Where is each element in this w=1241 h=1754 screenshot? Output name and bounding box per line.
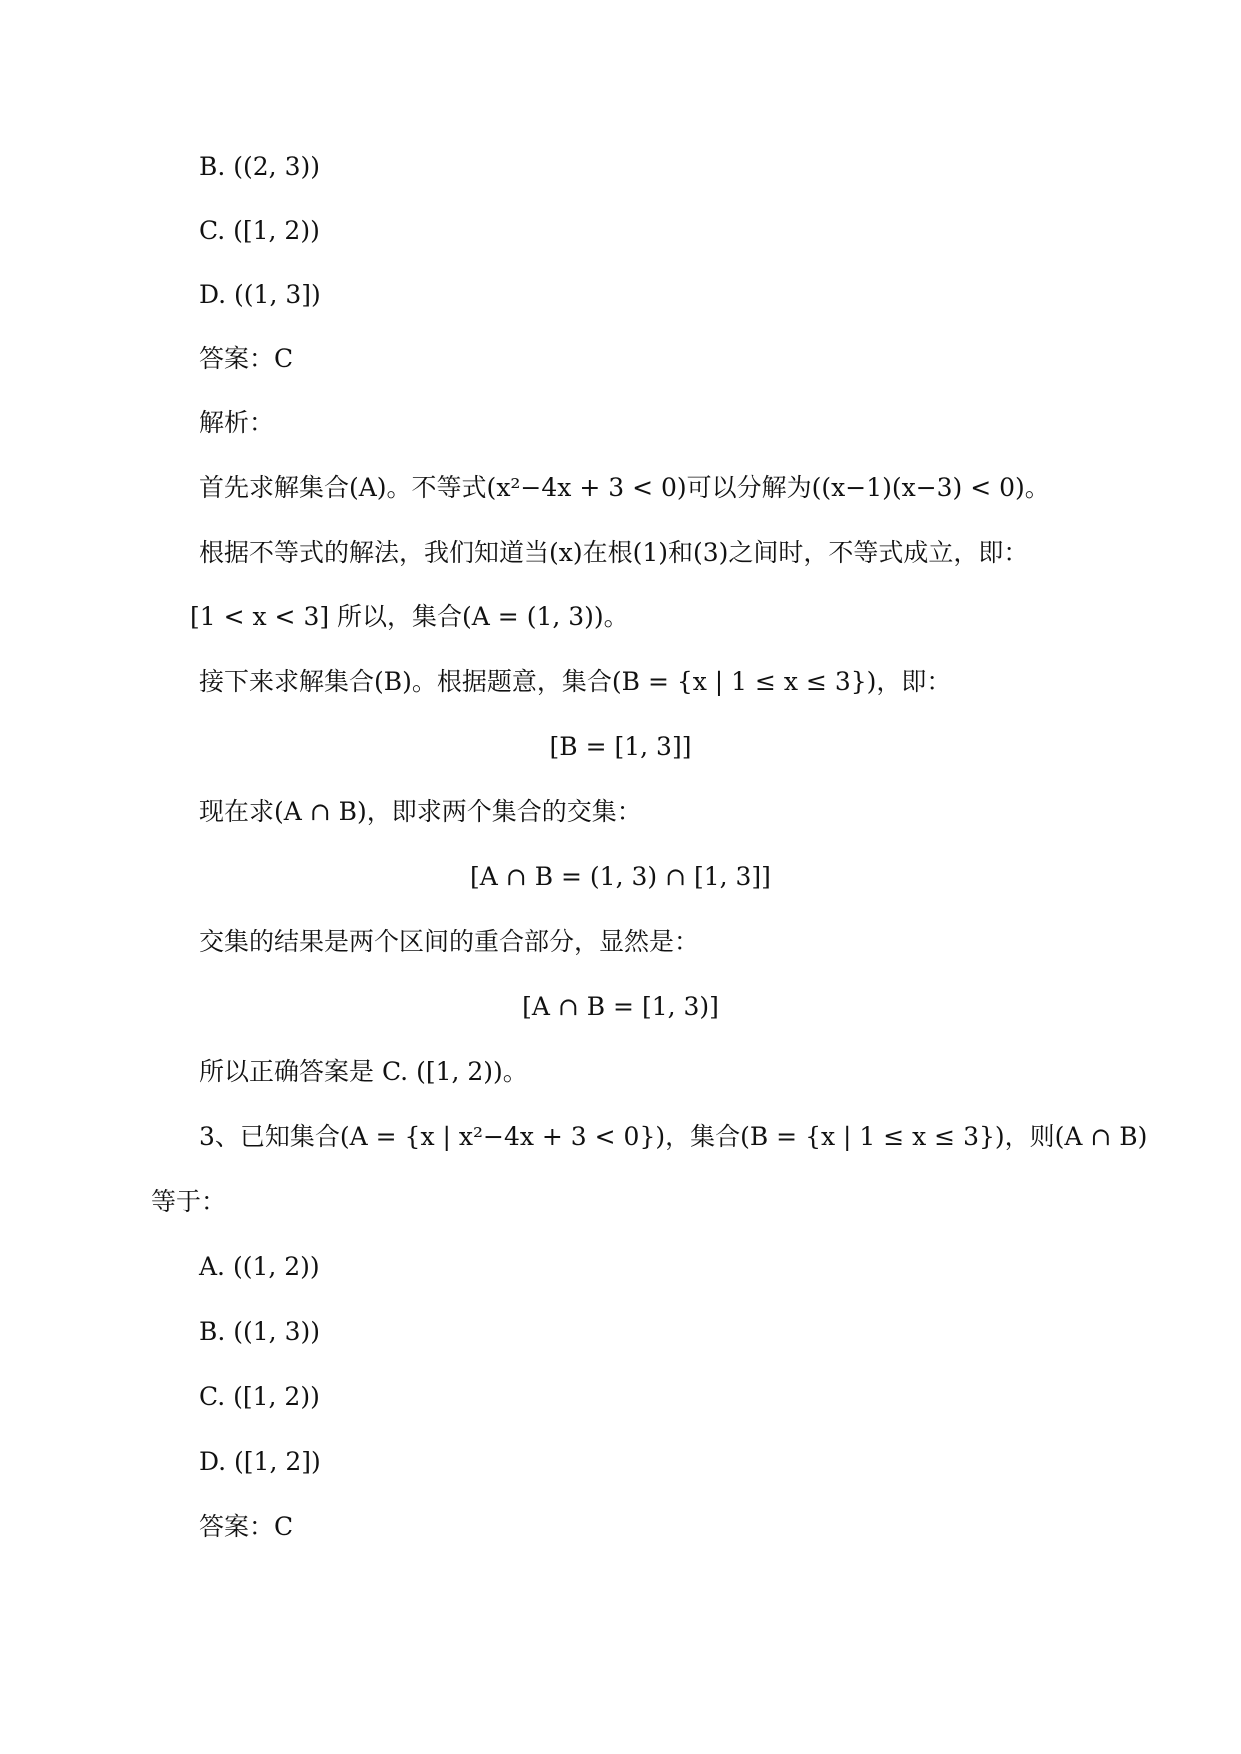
- option-a: A. ((1, 2)): [199, 1252, 320, 1281]
- analysis-conclusion: 所以正确答案是 C. ([1, 2))。: [199, 1057, 528, 1086]
- analysis-paragraph: 首先求解集合(A)。不等式(x²−4x + 3 < 0)可以分解为((x−1)(x−3) < 0)。: [199, 473, 1050, 502]
- option-b: B. ((2, 3)): [199, 152, 320, 181]
- option-c: C. ([1, 2)): [199, 1382, 320, 1411]
- option-d: D. ((1, 3]): [199, 280, 321, 309]
- option-c: C. ([1, 2)): [199, 216, 320, 245]
- analysis-paragraph: [1 < x < 3] 所以，集合(A = (1, 3))。: [190, 602, 629, 631]
- option-b: B. ((1, 3)): [199, 1317, 320, 1346]
- math-display: [A ∩ B = [1, 3)]: [522, 992, 719, 1021]
- option-d: D. ([1, 2]): [199, 1447, 321, 1476]
- question-stem: 等于：: [151, 1187, 227, 1216]
- analysis-heading: 解析：: [199, 408, 275, 437]
- analysis-paragraph: 现在求(A ∩ B)，即求两个集合的交集：: [199, 797, 642, 826]
- math-display: [A ∩ B = (1, 3) ∩ [1, 3]]: [470, 862, 771, 891]
- answer-line: 答案：C: [199, 1512, 294, 1541]
- analysis-paragraph: 接下来求解集合(B)。根据题意，集合(B = {x | 1 ≤ x ≤ 3})，即：: [199, 667, 952, 696]
- analysis-paragraph: 根据不等式的解法，我们知道当(x)在根(1)和(3)之间时，不等式成立，即：: [199, 538, 1029, 567]
- analysis-paragraph: 交集的结果是两个区间的重合部分，显然是：: [199, 927, 700, 956]
- answer-line: 答案：C: [199, 344, 294, 373]
- math-display: [B = [1, 3]]: [549, 732, 692, 761]
- question-stem: 3、已知集合(A = {x | x²−4x + 3 < 0})，集合(B = {x | 1 ≤ x ≤ 3})，则(A ∩ B): [199, 1122, 1148, 1151]
